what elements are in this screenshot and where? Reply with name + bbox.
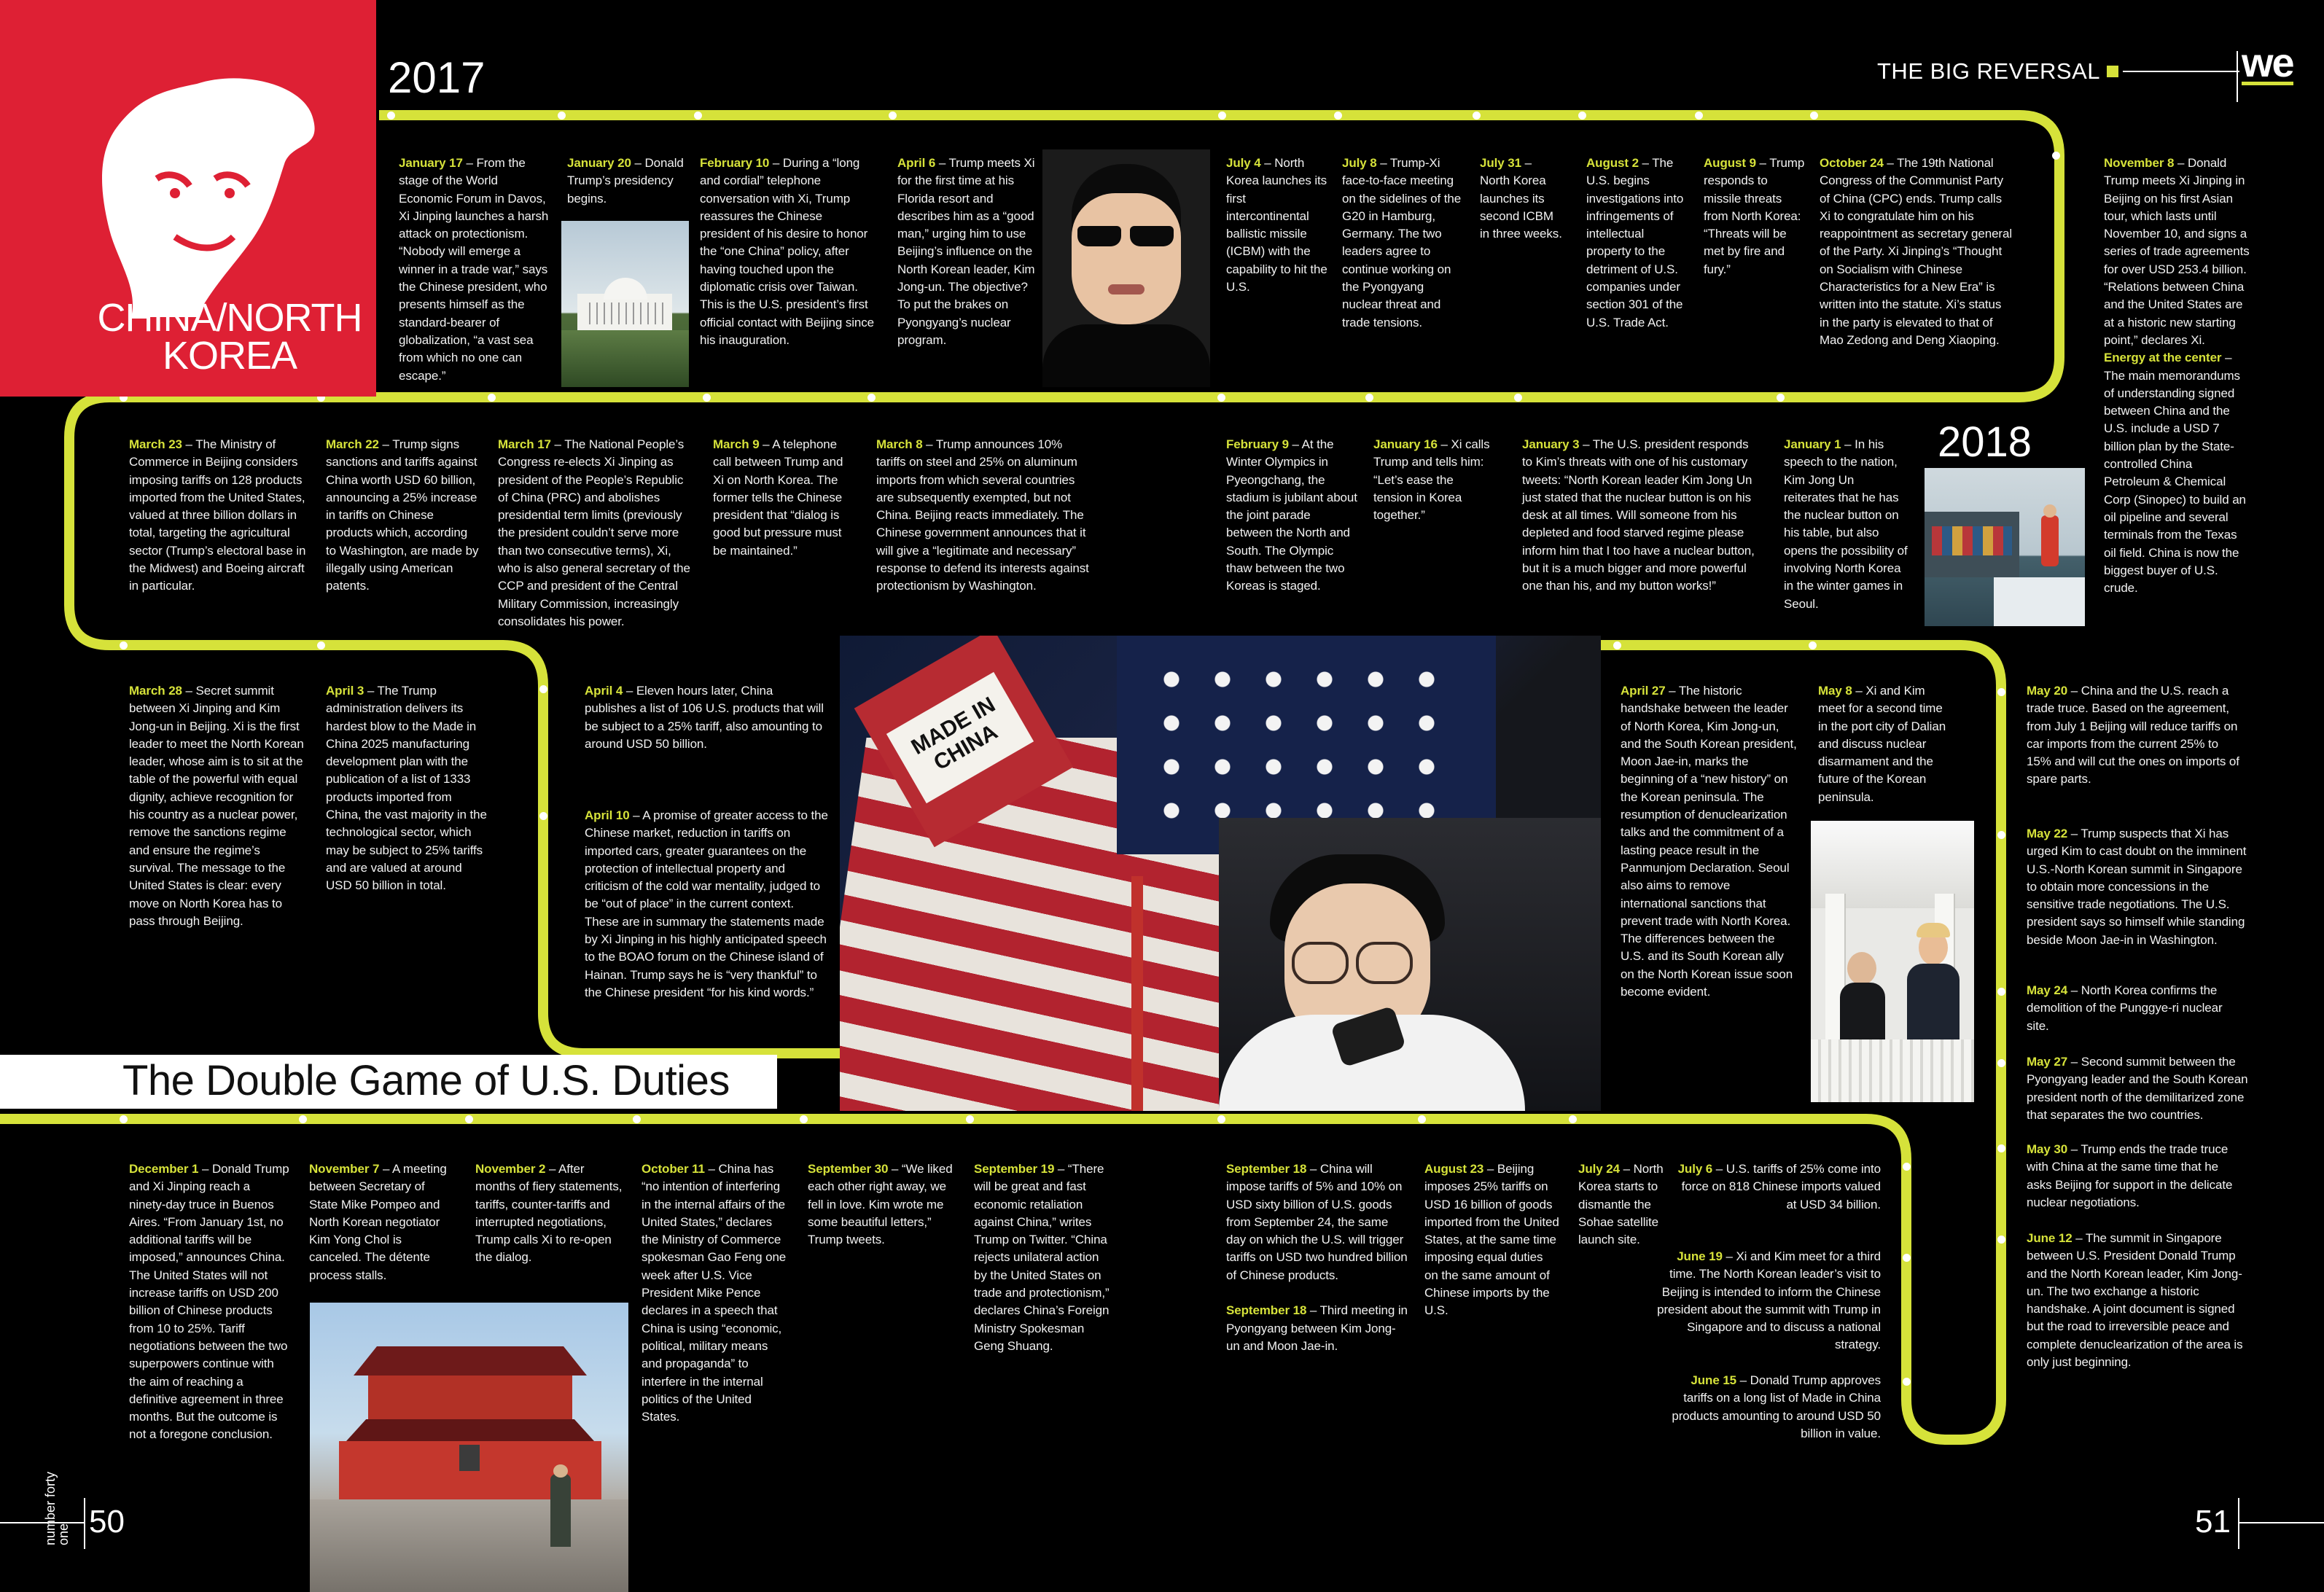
timeline-dot	[1777, 394, 1785, 402]
timeline-dot	[1218, 112, 1226, 120]
header-rule	[2123, 71, 2239, 72]
timeline-dot	[1217, 394, 1225, 402]
event-jul-6: July 6 – U.S. tariffs of 25% come into force on 818 Chinese imports valued at USD 34 billion.	[1677, 1162, 1881, 1211]
event-aug-2: August 2 – The U.S. begins investigations into infringements of intellectual property to the detriment of U.S. companies under section 301 of the U.S. Trade Act.	[1586, 156, 1684, 329]
event-may-20: May 20 – China and the U.S. reach a trade truce. Based on the agreement, from July 1 Beijing will reduce tariffs on car imports from the current 25% to 15% and will cut the ones on imports of spare parts.	[2027, 684, 2239, 787]
event-jan-3: January 3 – The U.S. president responds to Kim’s threats with one of his customary tweets: “North Korean leader Kim Jong Un just stated that the nuclear button is on his desk at all times. Will someone from his depleted and food starved regime please inform him that I too have a nuclear button, but it is a much bigger and more powerful one than his, and my button works!”	[1522, 437, 1755, 593]
event-aug-9: August 9 – Trump responds to missile threats from North Korea: “Threats will be met by fire and fury.”	[1704, 156, 1805, 276]
footer-left-vrule	[84, 1498, 85, 1549]
timeline-dot	[1997, 1059, 2005, 1067]
event-nov-2: November 2 – After months of fiery statements, tariffs, counter-tariffs and interrupted negotiations, Trump calls Xi to re-open the dialog.	[475, 1162, 623, 1265]
event-may-30: May 30 – Trump ends the trade truce with China at the same time that he asks Beijing for support in the delicate nuclear negotiations.	[2027, 1142, 2233, 1209]
timeline-dot	[120, 641, 128, 649]
red-panel-title: CHINA/NORTH KOREA	[97, 296, 362, 378]
timeline-dot	[1809, 641, 1817, 649]
tiananmen-photo	[310, 1303, 628, 1592]
footer-left-rule	[0, 1522, 84, 1523]
event-jun-15: June 15 – Donald Trump approves tariffs on a long list of Made in China products amounting to around USD 50 billion in value.	[1672, 1373, 1881, 1440]
event-oct-24: October 24 – The 19th National Congress of the Communist Party of China (CPC) ends. Trump calls Xi to congratulate him on his reappointment as secretary general of the Party. Xi Jinping’s “Thought on Socialism with Chinese Characteristics for a New Era” is written into the statute. Xi’s status in the party is elevated to that of Mao Zedong and Deng Xiaoping.	[1820, 156, 2013, 347]
timeline-dot	[1418, 1115, 1426, 1123]
event-jun-19: June 19 – Xi and Kim meet for a third time. The North Korean leader’s visit to Beijing is intended to inform the Chinese president about the summit with Trump in Singapore and to discuss a national strategy.	[1657, 1249, 1881, 1352]
event-jan-1: January 1 – In his speech to the nation, Kim Jong Un reiterates that he has the nuclear button on his table, but also opens the possibility of involving North Korea in the winter games in Seoul.	[1784, 437, 1908, 611]
brand-logo: we	[2242, 39, 2293, 85]
footer-right-rule	[2239, 1522, 2324, 1523]
made-in-china-photo	[840, 636, 1601, 1111]
timeline-dot	[1997, 688, 2005, 696]
timeline-dot	[1365, 394, 1373, 402]
event-may-24: May 24 – North Korea confirms the demolition of the Punggye-ri nuclear site.	[2027, 983, 2223, 1033]
timeline-dot	[465, 1115, 473, 1123]
event-jul-4: July 4 – North Korea launches its first intercontinental ballistic missile (ICBM) with the capability to hit the U.S.	[1226, 156, 1327, 294]
accent-square	[2107, 66, 2118, 77]
timeline-dot	[694, 112, 702, 120]
timeline-dot	[539, 812, 547, 820]
event-sep-18: September 18 – China will impose tariffs of 5% and 10% on USD sixty billion of U.S. goods from September 24, the same day on which the U.S. will trigger tariffs on USD two hundred billion of Chinese products. September 18 – Third meeting in Pyongyang between Kim Jong-un and Moon Jae-in.	[1226, 1162, 1408, 1353]
event-mar-8: March 8 – Trump announces 10% tariffs on steel and 25% on aluminum imports from which several countries are subsequently exempted, but not China. Beijing reacts immediately. The Chinese government announces that it will give a “legitimate and necessary” response to defend its interests against protectionism by Washington.	[876, 437, 1089, 593]
timeline-dot	[966, 1115, 974, 1123]
timeline-dot	[800, 1115, 808, 1123]
event-apr-4: April 4 – Eleven hours later, China publishes a list of 106 U.S. products that will be subject to a 25% tariff, also amounting to around USD 50 billion.	[585, 684, 824, 751]
event-apr-27: April 27 – The historic handshake between the leader of North Korea, Kim Jong-un, and the South Korean president, Moon Jae-in, marks the beginning of a “new history” on the Korean peninsula. The resumption of denuclearization talks and the commitment of a lasting peace result in the Panmunjom Declaration. Seoul also aims to remove international sanctions that prevent trade with North Korea. The differences between the U.S. and its South Korean ally on the North Korean issue soon become evident.	[1621, 684, 1797, 999]
red-title-panel	[0, 0, 376, 397]
event-mar-23: March 23 – The Ministry of Commerce in Beijing considers imposing tariffs on 128 products imported from the United States, valued at three billion dollars in total, targeting the agricultural sector (Trump’s electoral base in the Midwest) and Boeing aircraft in particular.	[129, 437, 306, 593]
event-jan-20: January 20 – Donald Trump’s presidency begins.	[567, 156, 684, 206]
timeline-dot	[889, 112, 897, 120]
timeline-dot	[1695, 112, 1703, 120]
year-2017-label: 2017	[388, 53, 486, 102]
page-number-right: 51	[2195, 1504, 2231, 1540]
event-mar-28: March 28 – Secret summit between Xi Jinping and Kim Jong-un in Beijing. Xi is the first leader to meet the North Korean leader, whose aim is to sit at the table of the powerful with equal dignity, achieve recognition for his country as a nuclear power, remove the sanctions regime and ensure the regime’s survival. The message to the United States is clear: every move on North Korea has to pass through Beijing.	[129, 684, 304, 928]
event-jan-16: January 16 – Xi calls Trump and tells him: “Let’s ease the tension in Korea together.”	[1373, 437, 1490, 523]
timeline-dot	[120, 1115, 128, 1123]
event-apr-3: April 3 – The Trump administration delivers its hardest blow to the Made in China 2025 manufacturing development plan with the publication of a list of 1333 products imported from China, the vast majority in the technological sector, which may be subject to 25% tariffs and are valued at around USD 50 billion in total.	[326, 684, 487, 893]
timeline-dot	[1997, 831, 2005, 839]
event-nov-7: November 7 – A meeting between Secretary of State Mike Pompeo and North Korean negotiator Kim Yong Chol is canceled. The détente process stalls.	[309, 1162, 447, 1282]
event-oct-11: October 11 – China has “no intention of interfering in the internal affairs of the United States,” declares the Ministry of Commerce spokesman Gao Feng one week after U.S. Vice President Mike Pence declares in a speech that China is using “economic, political, military means and propaganda” to interfere in the internal politics of the United States.	[642, 1162, 787, 1424]
page-subtitle: The Double Game of U.S. Duties	[122, 1057, 730, 1104]
page-number-left: 50	[89, 1504, 125, 1540]
timeline-dot	[1569, 1115, 1577, 1123]
section-title: THE BIG REVERSAL	[1877, 58, 2101, 84]
timeline-dot	[1903, 1254, 1911, 1262]
timeline-dot	[1997, 1144, 2005, 1152]
event-feb-10: February 10 – During a “long and cordial” telephone conversation with Xi, Trump reassures the Chinese president of his desire to honor the “one China” policy, after having touched upon the diplomatic crisis over Taiwan. This is the U.S. president’s first official contact with Beijing since his inauguration.	[700, 156, 875, 347]
timeline-dot	[1578, 112, 1586, 120]
footer-right-vrule	[2238, 1498, 2239, 1549]
event-may-27: May 27 – Second summit between the Pyongyang leader and the South Korean president north of the demilitarized zone that separates the two countries.	[2027, 1055, 2248, 1122]
white-house-photo	[561, 221, 689, 387]
event-mar-22: March 22 – Trump signs sanctions and tariffs against China worth USD 60 billion, announcing a 25% increase in tariffs on Chinese products which, according to Washington, are made by illegally using American patents.	[326, 437, 479, 593]
timeline-dot	[1473, 112, 1481, 120]
year-2018-label: 2018	[1938, 418, 2032, 466]
timeline-dot	[1903, 1378, 1911, 1386]
made-in-china-tag: MADE IN CHINA	[886, 672, 1034, 803]
timeline-dot	[2052, 152, 2060, 160]
timeline-dot	[633, 1115, 641, 1123]
timeline-dot	[1613, 641, 1621, 649]
timeline-dot	[1997, 1236, 2005, 1244]
timeline-dot	[1334, 112, 1342, 120]
trade-ship-photo	[1925, 468, 2085, 626]
event-may-22: May 22 – Trump suspects that Xi has urged Kim to cast doubt on the imminent U.S.-North Korean summit in Singapore to obtain more concessions in the sensitive trade negotiations. The U.S. president says so himself while standing beside Moon Jae-in in Washington.	[2027, 827, 2247, 947]
event-feb-9: February 9 – At the Winter Olympics in Pyeongchang, the stadium is jubilant about the joint parade between the North and South. The Olympic thaw between the two Koreas is staged.	[1226, 437, 1357, 593]
timeline-dot	[1810, 112, 1818, 120]
timeline-dot	[299, 1115, 307, 1123]
issue-label: number forty one	[43, 1471, 71, 1545]
event-jan-17: January 17 – From the stage of the World Economic Forum in Davos, Xi Jinping launches a harsh attack on protectionism. “Nobody will emerge a winner in a trade war,” says the Chinese president, who presents himself as the standard-bearer of globalization, “a vast sea from which no one can escape.”	[399, 156, 549, 383]
event-jul-8: July 8 – Trump-Xi face-to-face meeting on the sidelines of the G20 in Hamburg, Germany. The two leaders agree to continue working on the Pyongyang nuclear threat and trade tensions.	[1342, 156, 1462, 329]
event-mar-17: March 17 – The National People’s Congress re-elects Xi Jinping as president of the People’s Republic of China (PRC) and abolishes presidential term limits (previously the president couldn’t serve more than two consecutive terms), Xi, who is also general secretary of the CCP and president of the Central Military Commission, increasingly consolidates his power.	[498, 437, 690, 628]
event-nov-8: November 8 – Donald Trump meets Xi Jinping in Beijing on his first Asian tour, which lasts until November 10, and signs a series of trade agreements for over USD 253.4 billion. “Relations between China and the United States are at a historic new starting point,” declares Xi. Energy at the center – The main memorandums of understanding signed between China and the U.S. include a USD 7 billion plan by the State-controlled China Petroleum & Chemical Corp (Sinopec) to build an oil pipeline and several terminals from the Texas oil field. China is now the biggest buyer of U.S. crude.	[2104, 156, 2250, 596]
timeline-dot	[1217, 1115, 1225, 1123]
header-vertical-rule	[2237, 51, 2238, 102]
trump-silhouette-image	[87, 69, 328, 332]
timeline-dot	[387, 112, 395, 120]
event-mar-9: March 9 – A telephone call between Trump and Xi on North Korea. The former tells the Chinese president that “dialog is good but pressure must be maintained.”	[713, 437, 843, 558]
timeline-dot	[703, 394, 711, 402]
kim-jong-un-photo	[1042, 149, 1210, 387]
event-jul-24: July 24 – North Korea starts to dismantle the Sohae satellite launch site.	[1578, 1162, 1664, 1247]
event-may-8: May 8 – Xi and Kim meet for a second time in the port city of Dalian and discuss nuclear disarmament and the future of the Korean peninsula.	[1818, 684, 1946, 804]
kim-trump-summit-photo	[1811, 821, 1974, 1102]
timeline-dot	[317, 641, 325, 649]
event-sep-30: September 30 – “We liked each other right away, we fell in love. Kim wrote me some beautiful letters,” Trump tweets.	[808, 1162, 953, 1247]
timeline-dot	[1903, 1163, 1911, 1171]
event-sep-19: September 19 – “There will be great and fast economic retaliation against China,” writes Trump on Twitter. “China rejects unilateral action by the United States on trade and protectionism,” declares China’s Foreign Ministry Spokesman Geng Shuang.	[974, 1162, 1110, 1353]
timeline-dot	[488, 394, 496, 402]
timeline-dot	[558, 112, 566, 120]
event-jun-12: June 12 – The summit in Singapore between U.S. President Donald Trump and the North Korean leader, Kim Jong-un. The two exchange a historic handshake. A joint document is signed but the road to irreversible peace and complete denuclearization of the area is only just beginning.	[2027, 1231, 2243, 1370]
timeline-dot	[1997, 988, 2005, 996]
event-jul-31: July 31 – North Korea launches its second ICBM in three weeks.	[1480, 156, 1562, 241]
timeline-dot	[867, 394, 876, 402]
timeline-dot	[1514, 394, 1522, 402]
event-apr-6: April 6 – Trump meets Xi for the first time at his Florida resort and describes him as a “good man,” urging him to use Beijing’s influence on the North Korean leader, Kim Jong-un. The objective? To put the brakes on Pyongyang’s nuclear program.	[897, 156, 1035, 347]
event-dec-1: December 1 – Donald Trump and Xi Jinping reach a ninety-day truce in Buenos Aires. “From January 1st, no additional tariffs will be imposed,” announces China. The United States will not increase tariffs on USD 200 billion of Chinese products from 10 to 25%. Tariff negotiations between the two superpowers continue with the aim of reaching a definitive agreement in three months. But the outcome is not a foregone conclusion.	[129, 1162, 289, 1442]
event-apr-10: April 10 – A promise of greater access to the Chinese market, reduction in tariffs on imported cars, greater guarantees on the protection of intellectual property and criticism of the cold war mentality, judged to be “out of place” in the current context. These are in summary the statements made by Xi Jinping in his highly anticipated speech to the BOAO forum on the Chinese island of Hainan. Trump says he is “very thankful” to the Chinese president “for his kind words.”	[585, 808, 828, 999]
event-aug-23: August 23 – Beijing imposes 25% tariffs on USD 16 billion of goods imported from the United States, at the same time imposing equal duties on the same amount of Chinese imports by the U.S.	[1424, 1162, 1559, 1318]
timeline-dot	[539, 685, 547, 693]
